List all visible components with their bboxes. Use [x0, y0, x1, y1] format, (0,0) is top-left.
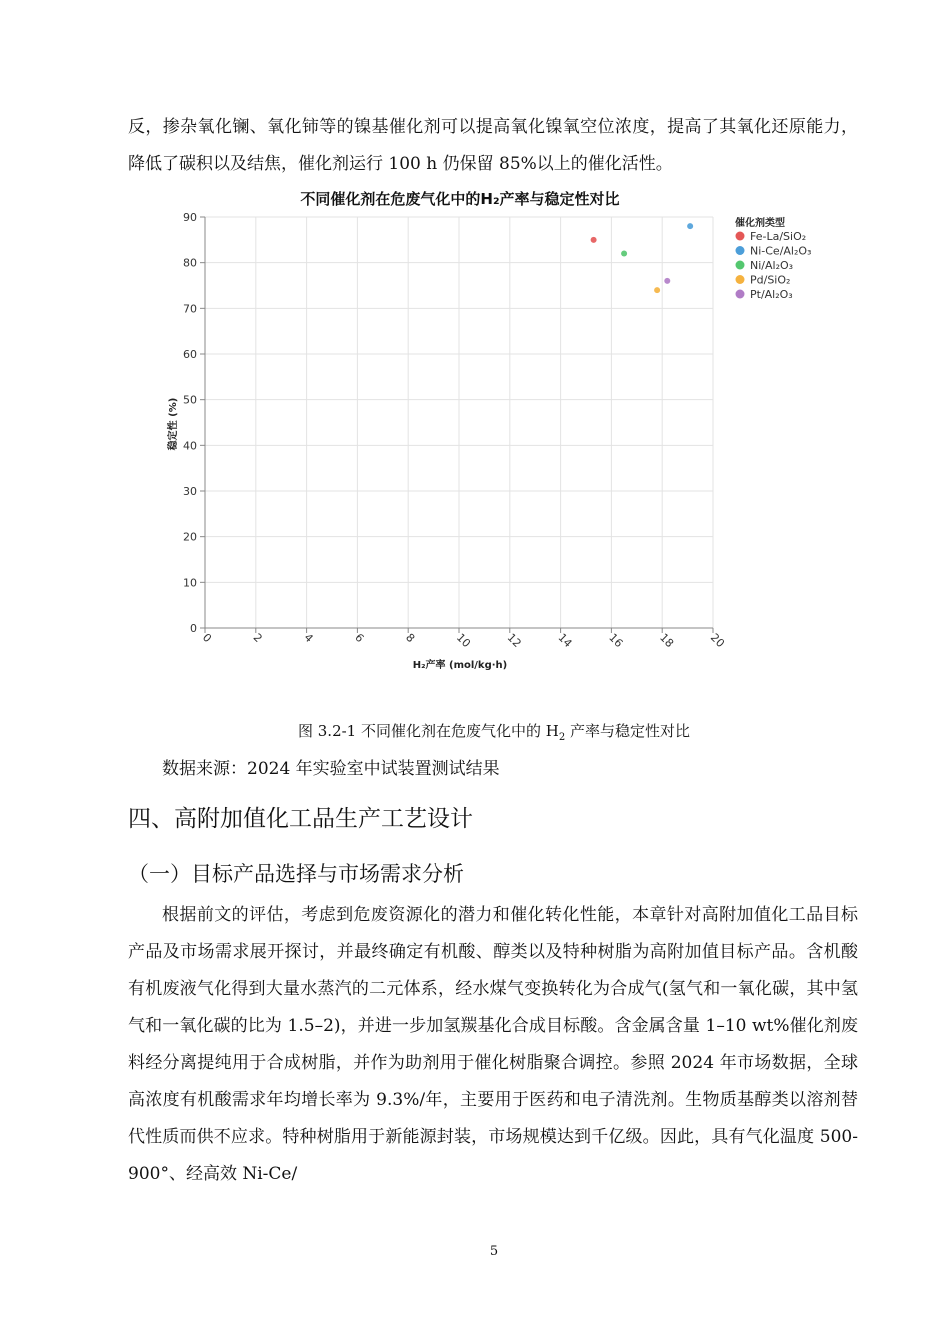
y-axis-label: 稳定性 (%): [168, 397, 179, 451]
paragraph-intro: 反，掺杂氧化镧、氧化铈等的镍基催化剂可以提高氧化镍氧空位浓度，提高了其氧化还原能力，降低了碳积以及结焦，催化剂运行 100 h 仍保留 85%以上的催化活性。: [128, 117, 858, 174]
x-tick-label: 10: [453, 630, 473, 651]
x-tick-label: 12: [504, 630, 524, 651]
y-tick-label: 90: [183, 211, 197, 224]
chart-points: [591, 223, 694, 293]
legend-label: Fe-La/SiO₂: [750, 230, 807, 243]
page-number: 5: [489, 1244, 499, 1259]
legend-swatch: [736, 232, 745, 241]
y-tick-label: 60: [183, 348, 197, 361]
paragraph-body: 根据前文的评估，考虑到危废资源化的潜力和催化转化性能，本章针对高附加值化工品目标产品及市场需求展开探讨，并最终确定有机酸、醇类以及特种树脂为高附加值目标产品。含机酸有机废液气化得到大量水蒸汽的二元体系，经水煤气变换转化为合成气(氢气和一氧化碳，其中氢气和一氧化碳的比为 1.5–2)，并进一步加氢羰基化合成目标酸。含金属含量 1–10 wt%催化剂废料经分离提纯用于合成树脂，并作为助剂用于催化树脂聚合调控。参照 2024 年市场数据，全球高浓度有机酸需求年均增长率为 9.3%/年，主要用于医药和电子清洗剂。生物质基醇类以溶剂替代性质而供不应求。特种树脂用于新能源封装，市场规模达到千亿级。因此，具有气化温度 500-900°、经高效 Ni-Ce/: [128, 905, 858, 1184]
x-tick-label: 0: [199, 630, 215, 646]
legend-label: Pt/Al₂O₃: [750, 288, 793, 301]
subsection-heading: （一）目标产品选择与市场需求分析: [128, 862, 464, 886]
caption-text-end: 产率与稳定性对比: [565, 722, 690, 740]
x-axis-label: H₂产率 (mol/kg·h): [412, 660, 508, 671]
data-point: [621, 251, 627, 257]
data-point: [687, 223, 693, 229]
y-tick-label: 20: [183, 530, 197, 544]
y-tick-label: 0: [190, 622, 197, 635]
legend-swatch: [736, 246, 745, 255]
y-tick-label: 70: [183, 302, 197, 316]
x-tick-label: 6: [352, 630, 367, 646]
x-tick-label: 2: [250, 630, 265, 646]
x-tick-label: 14: [555, 630, 575, 651]
y-tick-label: 10: [183, 576, 197, 590]
caption-subscript: 2: [558, 732, 566, 743]
figure-caption: [0, 720, 950, 743]
chart-axes: [183, 211, 727, 650]
chart-grid: [205, 217, 713, 628]
legend-title: 催化剂类型: [735, 218, 785, 229]
legend-swatch: [736, 290, 745, 299]
y-tick-label: 40: [183, 439, 197, 453]
legend-label: Pd/SiO₂: [750, 273, 791, 287]
x-tick-label: 8: [403, 630, 418, 646]
data-source-note: 数据来源：2024 年实验室中试装置测试结果: [162, 759, 500, 779]
section-heading: 四、高附加值化工品生产工艺设计: [128, 806, 473, 832]
legend-label: Ni-Ce/Al₂O₃: [750, 244, 812, 258]
x-tick-label: 20: [707, 630, 727, 651]
y-tick-label: 30: [183, 485, 197, 498]
data-point: [654, 287, 660, 293]
chart-title: 不同催化剂在危废气化中的H₂产率与稳定性对比: [300, 190, 620, 208]
y-tick-label: 80: [183, 256, 197, 270]
legend-swatch: [736, 261, 745, 270]
caption-text: 图 3.2-1 不同催化剂在危废气化中的 H: [297, 722, 559, 740]
data-point: [591, 237, 597, 243]
data-point: [664, 278, 670, 284]
legend-label: Ni/Al₂O₃: [750, 259, 794, 272]
y-tick-label: 50: [183, 393, 197, 407]
scatter-chart: [160, 182, 840, 682]
x-tick-label: 4: [301, 630, 316, 646]
x-tick-label: 16: [606, 630, 626, 651]
legend-swatch: [736, 275, 745, 284]
x-tick-label: 18: [657, 630, 677, 651]
chart-legend: [735, 216, 811, 301]
